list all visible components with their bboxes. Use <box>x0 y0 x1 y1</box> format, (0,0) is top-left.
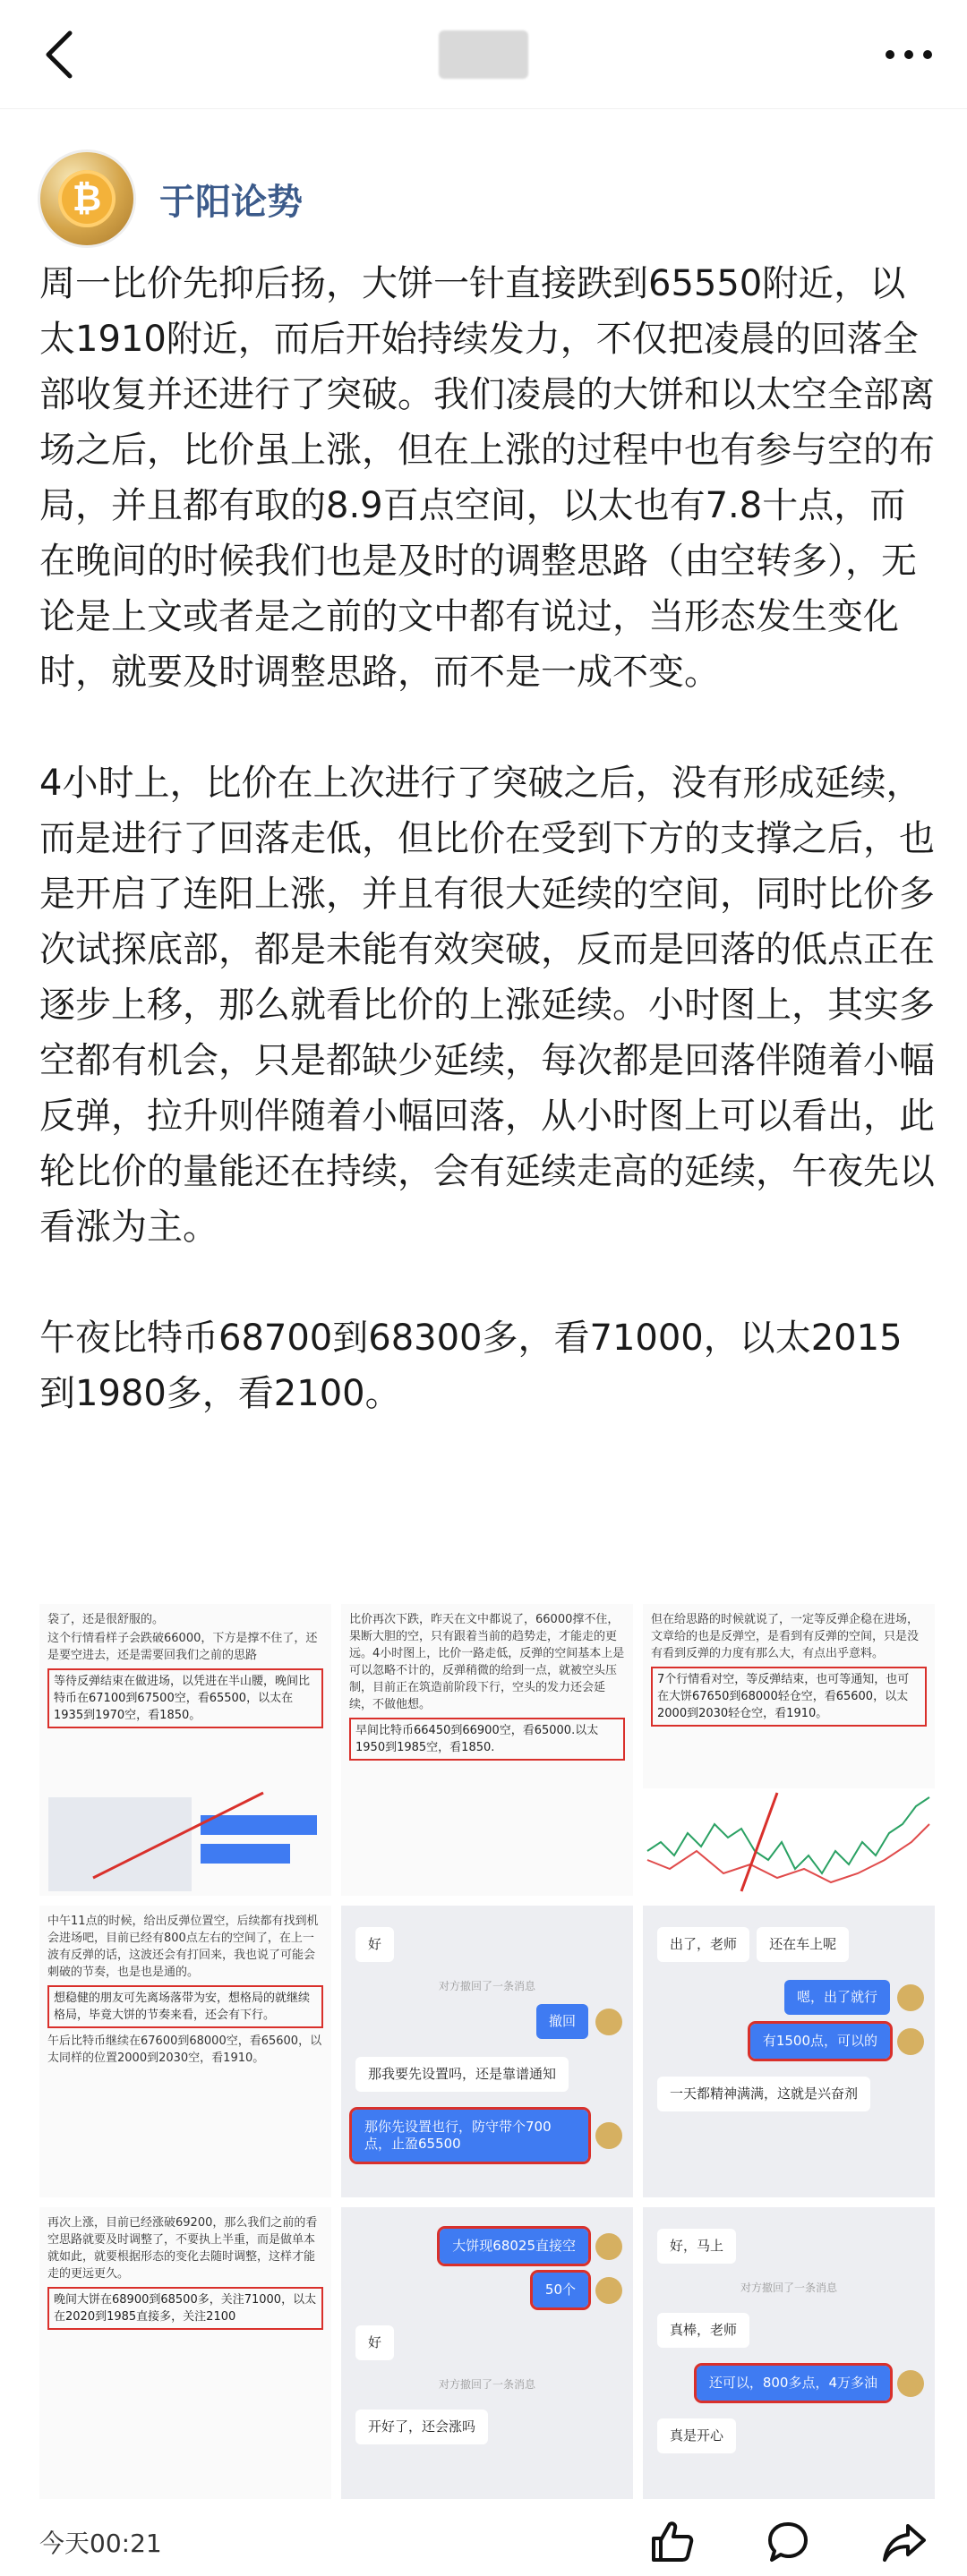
chat-message-self <box>352 2110 622 2162</box>
share-arrow-icon <box>881 2519 928 2565</box>
chat-message-text: 嗯，出了就行 <box>784 1980 890 2015</box>
avatar[interactable] <box>38 149 136 248</box>
chat-message: 开好了，还会涨吗 <box>355 2410 488 2444</box>
more-button[interactable] <box>877 23 940 86</box>
image-thumbnail[interactable] <box>341 1906 633 2197</box>
image-text: 这个行情看样子会跌破66000，下方是撑不住了，还是要空进去，还是需要回我们之前的思路 <box>47 1632 318 1662</box>
image-text: 但在给思路的时候就说了，一定等反弹企稳在进场，文章给的也是反弹空，是看到有反弹的空间，只是没有看到反弹的力度有那么大，有点出乎意料。 <box>651 1613 920 1660</box>
image-text: 比价再次下跌，昨天在文中都说了，66000撑不住，果断大胆的空，只有跟着当前的趋势走，才能走的更远。4小时图上，比价一路走低，反弹的空间基本上是可以忽略不计的，反弹稍微的给到一点，就被空头压制，目前正在筑造前阶段下行，空头的发力还会延续，不做他想。 <box>349 1613 625 1711</box>
chat-message-self <box>654 1980 924 2015</box>
chat-message: 好 <box>355 1927 394 1962</box>
bitcoin-icon: ₿ <box>58 170 116 227</box>
image-thumbnail[interactable] <box>643 1604 935 1896</box>
image-thumbnail[interactable] <box>39 2207 331 2499</box>
candlestick-chart-icon <box>643 1788 935 1896</box>
back-button[interactable] <box>27 23 90 86</box>
chat-message-self <box>352 2229 622 2264</box>
system-notice: 对方撤回了一条消息 <box>438 2378 535 2391</box>
author-header <box>38 147 303 251</box>
image-thumbnail[interactable] <box>643 2207 935 2499</box>
article-paragraph: 4小时上，比价在上次进行了突破之后，没有形成延续，而是进行了回落走低，但比价在受到下方的支撑之后，也是开启了连阳上涨，并且有很大延续的空间，同时比价多次试探底部，都是未能有效突破，反而是回落的低点正在逐步上移，那么就看比价的上涨延续。小时图上，其实多空都有机会，只是都缺少延续，每次都是回落伴随着小幅反弹，拉升则伴随着小幅回落，从小时图上可以看出，此轮比价的量能还在持续，会有延续走高的延续，午夜先以看涨为主。 <box>39 763 935 1248</box>
chat-message-text: 还可以，800多点，4万多油 <box>697 2366 890 2401</box>
avatar <box>897 2028 924 2055</box>
avatar <box>595 2122 622 2149</box>
share-button[interactable] <box>877 2515 931 2569</box>
image-text: 袋了，还是很舒服的。 <box>47 1613 165 1626</box>
article-paragraph: 午夜比特币68700到68300多，看71000，以太2015到1980多，看2100。 <box>39 1318 903 1414</box>
image-thumbnail[interactable] <box>341 2207 633 2499</box>
chat-message-self <box>352 2273 622 2307</box>
image-thumbnail[interactable] <box>39 1604 331 1896</box>
article-body <box>39 256 935 1421</box>
bottom-bar <box>0 2503 967 2576</box>
chat-screenshot-icon <box>39 1788 331 1896</box>
author-name[interactable]: 于阳论势 <box>159 181 303 223</box>
chat-message-text: 50个 <box>533 2273 588 2307</box>
chat-message: 还在车上呢 <box>757 1927 849 1962</box>
chevron-left-icon <box>43 30 73 80</box>
system-notice: 对方撤回了一条消息 <box>740 2282 837 2294</box>
avatar <box>595 2009 622 2035</box>
avatar <box>897 2370 924 2397</box>
chat-message: 真是开心 <box>657 2418 736 2453</box>
avatar <box>595 2233 622 2260</box>
image-thumbnail[interactable] <box>341 1604 633 1896</box>
chat-message: 好 <box>355 2325 394 2360</box>
chat-message: 出了，老师 <box>657 1927 749 1962</box>
avatar <box>595 2277 622 2304</box>
chat-message: 一天都精神满满，这就是兴奋剂 <box>657 2077 870 2111</box>
comment-bubble-icon <box>765 2519 811 2565</box>
chat-message-text: 有1500点，可以的 <box>750 2024 890 2059</box>
comment-button[interactable] <box>761 2515 815 2569</box>
chat-message-text: 那你先设置也行，防守带个700点，止盈65500 <box>352 2110 588 2162</box>
highlighted-text: 想稳健的朋友可先离场落带为安，想格局的就继续格局，毕竟大饼的节奏来看，还会有下行。 <box>47 1985 323 2028</box>
avatar <box>897 1984 924 2011</box>
image-text: 午后比特币继续在67600到68000空，看65600，以太同样的位置2000到2030空，看1910。 <box>47 2034 322 2065</box>
like-button[interactable] <box>645 2515 698 2569</box>
more-dots-icon <box>885 49 933 60</box>
thumbs-up-icon <box>648 2519 695 2565</box>
highlighted-text: 早间比特币66450到66900空，看65000.以太1950到1985空，看1850. <box>349 1718 625 1761</box>
article-paragraph: 周一比价先抑后扬，大饼一针直接跌到65550附近，以太1910附近，而后开始持续发力，不仅把凌晨的回落全部收复并还进行了突破。我们凌晨的大饼和以太空全部离场之后，比价虽上涨，但在上涨的过程中也有参与空的布局，并且都有取的8.9百点空间，以太也有7.8十点，而在晚间的时候我们也是及时的调整思路（由空转多），无论是上文或者是之前的文中都有说过，当形态发生变化时，就要及时调整思路，而不是一成不变。 <box>39 263 935 693</box>
highlighted-text: 晚间大饼在68900到68500多，关注71000，以太在2020到1985直接多，关注2100 <box>47 2287 323 2330</box>
blurred-title <box>439 30 528 79</box>
highlighted-text: 7个行情看对空，等反弹结束，也可等通知，也可在大饼67650到68000轻仓空，看65600，以太2000到2030轻仓空，看1910。 <box>651 1667 927 1727</box>
chat-message-text: 撤回 <box>536 2004 588 2039</box>
image-thumbnail[interactable] <box>643 1906 935 2197</box>
top-bar <box>0 0 967 109</box>
image-text: 再次上涨，目前已经涨破69200，那么我们之前的看空思路就要及时调整了，不要执上半重，而是做单本就如此，就要根据形态的变化去随时调整，这样才能走的更远更久。 <box>47 2216 318 2281</box>
system-notice: 对方撤回了一条消息 <box>438 1980 535 1992</box>
post-time: 今天00:21 <box>39 2529 162 2558</box>
chat-message: 好，马上 <box>657 2229 736 2264</box>
chat-message-self <box>654 2366 924 2401</box>
chat-message-self <box>352 2004 622 2039</box>
highlighted-text: 等待反弹结束在做进场，以凭进在半山腰，晚间比特币在67100到67500空，看65500，以太在1935到1970空，看1850。 <box>47 1668 323 1728</box>
chat-message: 那我要先设置吗，还是靠谱通知 <box>355 2057 569 2092</box>
image-grid <box>39 1604 935 2499</box>
chat-message: 真棒，老师 <box>657 2313 749 2348</box>
image-text: 中午11点的时候，给出反弹位置空，后续都有找到机会进场吧，目前已经有800点左右的空间了，在上一波有反弹的话，这波还会有打回来，我也说了可能会刺破的节奏，也是也是通的。 <box>47 1915 319 1979</box>
image-thumbnail[interactable] <box>39 1906 331 2197</box>
chat-message-text: 大饼现68025直接空 <box>440 2229 588 2264</box>
chat-message-self <box>654 2024 924 2059</box>
